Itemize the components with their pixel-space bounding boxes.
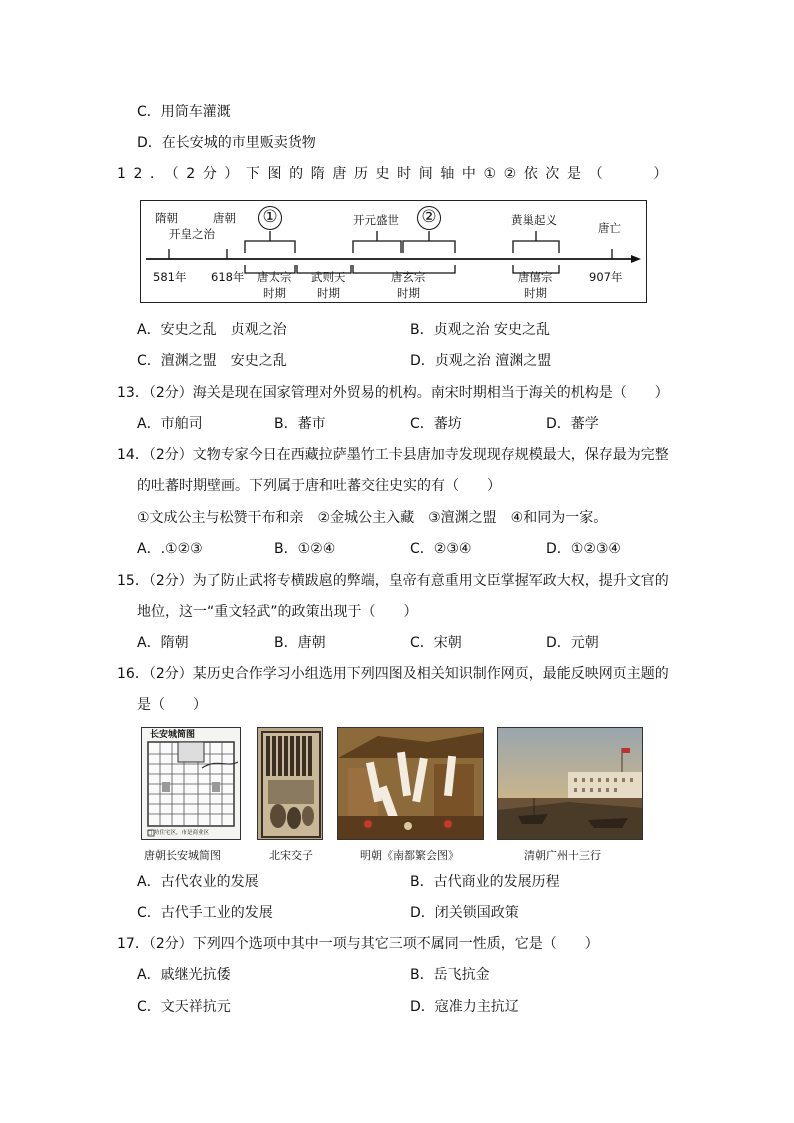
jiaozi-image: [257, 727, 323, 840]
q13-option-a: A．市舶司: [137, 416, 203, 432]
q12-option-b: B．贞观之治 安史之乱: [410, 322, 551, 338]
timeline-label-sui: 隋朝: [155, 211, 178, 225]
changan-map-legend: □ 坊住宅区，市是商业区: [147, 830, 209, 836]
q14-stem-line1: 14．（2分）文物专家今日在西藏拉萨墨竹工卡县唐加寺发现现存规模最大，保存最为完整: [117, 447, 669, 463]
timeline-year-581: 581年: [153, 270, 187, 284]
q17-option-a: A．戚继光抗倭: [137, 967, 231, 983]
q16-stem-line1: 16．（2分）某历史合作学习小组选用下列四图及相关知识制作网页，最能反映网页主题的: [117, 666, 669, 682]
jiaozi-graphic: [258, 728, 323, 840]
timeline-blank-1: ①: [258, 206, 282, 230]
q16-stem-line2: 是（ ）: [137, 697, 207, 713]
q14-option-b: B．①②④: [274, 541, 336, 557]
timeline-label-tangwang: 唐亡: [598, 221, 621, 235]
q15-option-d: D．元朝: [546, 635, 599, 651]
timeline-xuanzong-2: 时期: [397, 286, 420, 300]
q16-option-c: C．古代手工业的发展: [137, 905, 273, 921]
q13-option-b: B．蕃市: [274, 416, 326, 432]
timeline-xizong-1: 唐僖宗: [518, 270, 553, 284]
timeline-label-kaiyuan: 开元盛世: [353, 213, 399, 227]
caption-thirteen-hongs: 清朝广州十三行: [524, 849, 601, 862]
caption-changan-map: 唐朝长安城简图: [144, 849, 221, 862]
q17-option-d: D．寇准力主抗辽: [410, 999, 519, 1015]
nandu-fanhui-graphic: [338, 728, 484, 840]
q15-option-b: B．唐朝: [274, 635, 326, 651]
thirteen-hongs-graphic: [498, 728, 643, 840]
timeline-year-618: 618年: [211, 270, 245, 284]
timeline-wuzetian-1: 武则天: [311, 270, 346, 284]
timeline-year-907: 907年: [589, 270, 623, 284]
thirteen-hongs-image: [497, 727, 643, 840]
changan-map-graphic: [142, 728, 241, 840]
q17-option-b: B．岳飞抗金: [410, 967, 490, 983]
q17-option-c: C．文天祥抗元: [137, 999, 231, 1015]
timeline-label-huangchao: 黄巢起义: [511, 213, 557, 227]
caption-nandu-fanhui: 明朝《南都繁会图》: [360, 849, 459, 862]
q14-stem-line2: 的吐蕃时期壁画。下列属于唐和吐蕃交往史实的有（ ）: [137, 478, 501, 494]
changan-map-title: 长安城简图: [150, 730, 196, 740]
q15-option-a: A．隋朝: [137, 635, 189, 651]
q13-stem: 13．（2分）海关是现在国家管理对外贸易的机构。南宋时期相当于海关的机构是（ ）: [117, 385, 669, 401]
q11-option-c: C．用筒车灌溉: [137, 104, 231, 120]
nandu-fanhui-image: [337, 727, 484, 840]
q14-option-c: C．②③④: [410, 541, 472, 557]
q15-stem-line1: 15．（2分）为了防止武将专横跋扈的弊端，皇帝有意重用文臣掌握军政大权，提升文官的: [117, 573, 669, 589]
q13-option-c: C．蕃坊: [410, 416, 462, 432]
changan-map-image: [141, 727, 241, 840]
q12-stem: 12．（2分）下图的隋唐历史时间轴中①②依次是（ ）: [117, 166, 676, 182]
q16-option-a: A．古代农业的发展: [137, 874, 259, 890]
timeline-taizong-2: 时期: [263, 286, 286, 300]
q16-option-b: B．古代商业的发展历程: [410, 874, 560, 890]
q13-option-d: D．蕃学: [546, 416, 599, 432]
q11-option-d: D．在长安城的市里贩卖货物: [137, 135, 316, 151]
q15-option-c: C．宋朝: [410, 635, 462, 651]
q12-option-d: D．贞观之治 澶渊之盟: [410, 353, 552, 369]
q12-timeline: [140, 200, 647, 303]
q17-stem: 17．（2分）下列四个选项中其中一项与其它三项不属同一性质，它是（ ）: [117, 936, 599, 952]
q12-option-c: C．澶渊之盟 安史之乱: [137, 353, 287, 369]
q12-option-a: A．安史之乱 贞观之治: [137, 322, 287, 338]
timeline-label-kaihuang: 开皇之治: [169, 227, 215, 241]
timeline-label-tang: 唐朝: [213, 211, 236, 225]
timeline-taizong-1: 唐太宗: [257, 270, 292, 284]
q16-option-d: D．闭关锁国政策: [410, 905, 519, 921]
q14-items: ①文成公主与松赞干布和亲 ②金城公主入藏 ③澶渊之盟 ④和同为一家。: [137, 510, 608, 526]
timeline-blank-2: ②: [417, 206, 441, 230]
timeline-xizong-2: 时期: [524, 286, 547, 300]
timeline-wuzetian-2: 时期: [317, 286, 340, 300]
q14-option-d: D．①②③④: [546, 541, 621, 557]
caption-jiaozi: 北宋交子: [269, 849, 313, 862]
timeline-xuanzong-1: 唐玄宗: [391, 270, 426, 284]
q14-option-a: A．.①②③: [137, 541, 203, 557]
q15-stem-line2: 地位，这一“重文轻武”的政策出现于（ ）: [137, 604, 418, 620]
